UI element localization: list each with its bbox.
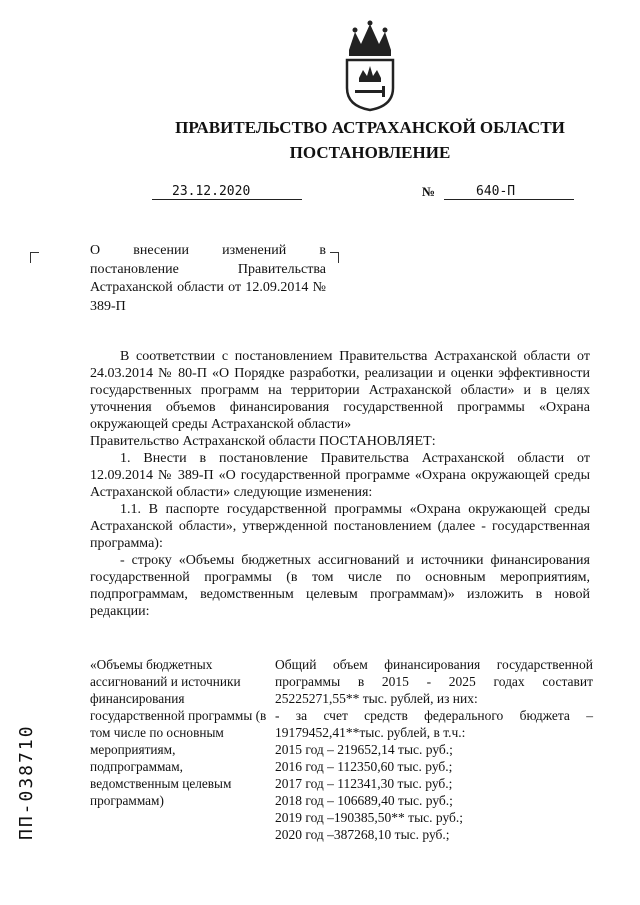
year-line: 2017 год – 112341,30 тыс. руб.;: [275, 776, 453, 791]
year-line: 2016 год – 112350,60 тыс. руб.;: [275, 759, 453, 774]
government-title: ПРАВИТЕЛЬСТВО АСТРАХАНСКОЙ ОБЛАСТИ: [175, 118, 565, 137]
astrakhan-coat-of-arms-icon: [335, 20, 405, 112]
document-stamp-number: ПП-038710: [16, 724, 37, 840]
date-underline: [152, 199, 302, 200]
table-right-cell: [275, 656, 593, 843]
year-line: 2019 год –190385,50** тыс. руб.;: [275, 810, 464, 825]
subject-corner-right: [330, 252, 339, 263]
year-line: 2020 год –387268,10 тыс. руб.;: [275, 827, 450, 842]
year-line: 2018 год – 106689,40 тыс. руб.;: [275, 793, 453, 808]
decree-date: 23.12.2020: [172, 184, 251, 199]
decree-body: [90, 348, 590, 620]
item-1-1-paragraph: 1.1. В паспорте государственной программы «Охрана окружающей среды Астраханской области», утвержденной постановлением (далее - государственная программа):: [90, 502, 590, 551]
funding-total: Общий объем финансирования государственной программы в 2015 - 2025 годах составит 25225271,55** тыс. рублей, из них:: [275, 657, 593, 706]
subject-corner-left: [30, 252, 39, 263]
item-1-paragraph: 1. Внести в постановление Правительства Астраханской области от 12.09.2014 № 389-П «О государственной программе «Охрана окружающей среды Астраханской области» следующие изменения:: [90, 451, 590, 500]
year-line: 2015 год – 219652,14 тыс. руб.;: [275, 742, 453, 757]
table-left-cell: «Объемы бюджетных ассигнований и источники финансирования государственной программы (в том числе по основным мероприятиям, подпрограммам, ведомственным целевым программам): [90, 657, 267, 808]
resolves-paragraph: Правительство Астраханской области ПОСТАНОВЛЯЕТ:: [90, 434, 436, 449]
preamble-paragraph: В соответствии с постановлением Правительства Астраханской области от 24.03.2014 № 80-П «О Порядке разработки, реализации и оценки эффективности государственных программ на территории Астраханской области» и в целях уточнения объемов финансирования государственной программы «Охрана окружающей среды Астраханской области»: [90, 349, 590, 432]
federal-funding: - за счет средств федерального бюджета – 19179452,41**тыс. рублей, в т.ч.:: [275, 708, 593, 740]
item-1-1-dash-paragraph: - строку «Объемы бюджетных ассигнований и источники финансирования государственной программы (в том числе по основным мероприятиям, подпрограммам, ведомственным целевым программам)» изложить в новой редакции:: [90, 553, 590, 619]
number-underline: [444, 199, 574, 200]
decree-subject: О внесении изменений в постановление Правительства Астраханской области от 12.09.2014 № 389-П: [90, 243, 326, 314]
decree-number: 640-П: [476, 184, 516, 199]
number-sign: №: [422, 184, 436, 199]
document-type-title: ПОСТАНОВЛЕНИЕ: [289, 143, 451, 162]
